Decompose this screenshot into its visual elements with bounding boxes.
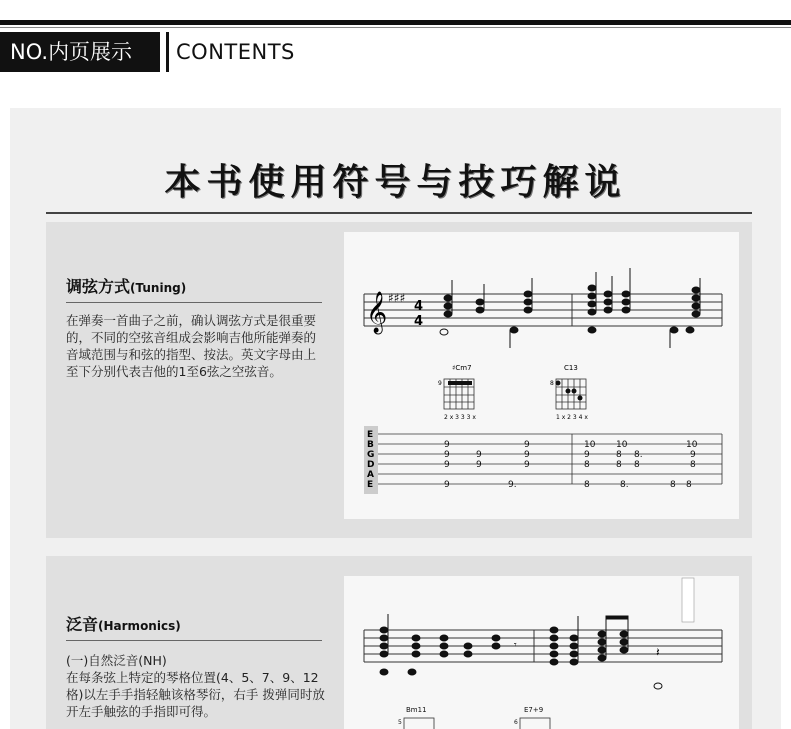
rest-icon: 𝄾 xyxy=(514,640,517,651)
harmonics-title: 泛音 xyxy=(66,615,99,634)
chord-diagram-2 xyxy=(550,364,588,421)
chord-2-name: C13 xyxy=(564,364,578,372)
svg-text:8.: 8. xyxy=(634,450,643,460)
svg-text:8: 8 xyxy=(584,460,590,470)
svg-text:9: 9 xyxy=(524,440,530,450)
chord-2-fingering: 1 x 2 3 4 x xyxy=(556,414,588,421)
badge-separator xyxy=(166,32,169,72)
tuning-section xyxy=(46,222,752,538)
string-label-3: G xyxy=(367,450,375,460)
harmonics-body: (一)自然泛音(NH) 在每条弦上特定的琴格位置(4、5、7、9、12格)以左手手指轻触该格琴衍，右手 拨弹同时放开左手触弦的手指即可得。 xyxy=(66,653,325,719)
svg-text:9: 9 xyxy=(476,450,482,460)
svg-text:8: 8 xyxy=(616,450,622,460)
staff-notes xyxy=(440,268,700,348)
tuning-heading xyxy=(66,274,186,297)
harmonics-score-svg xyxy=(344,576,739,729)
key-signature-icon: ♯♯♯ xyxy=(388,291,406,305)
chord-1-fret: 9 xyxy=(438,380,442,387)
svg-text:9: 9 xyxy=(444,480,450,490)
string-label-2: B xyxy=(367,440,374,450)
svg-text:9.: 9. xyxy=(508,480,517,490)
harmonics-chord-1-fret: 5 xyxy=(398,719,402,726)
svg-text:10: 10 xyxy=(686,440,698,450)
string-label-1: E xyxy=(367,430,374,440)
chord-diagram-1 xyxy=(438,364,476,421)
harmonics-section xyxy=(46,556,752,729)
harmonics-chord-1-name: Bm11 xyxy=(406,706,427,714)
harmonics-notes xyxy=(380,614,662,689)
harmonics-chord-names xyxy=(398,706,543,726)
chord-2-fret: 8 xyxy=(550,380,554,387)
section-badge: NO.内页展示 xyxy=(0,32,160,72)
tuning-title: 调弦方式 xyxy=(66,277,131,296)
svg-text:9: 9 xyxy=(524,450,530,460)
time-sig-bottom: 4 xyxy=(414,314,424,329)
svg-text:8: 8 xyxy=(616,460,622,470)
book-page xyxy=(10,108,781,729)
contents-label: CONTENTS xyxy=(176,40,295,64)
svg-text:8: 8 xyxy=(584,480,590,490)
harmonics-title-en: (Harmonics) xyxy=(98,619,181,633)
svg-text:9: 9 xyxy=(444,440,450,450)
harmonics-chord-grids xyxy=(404,718,550,729)
string-label-6: E xyxy=(367,480,374,490)
harmonics-chord-2-name: E7+9 xyxy=(524,706,544,714)
svg-text:9: 9 xyxy=(444,450,450,460)
chord-1-fingering: 2 x 3 3 3 x xyxy=(444,414,476,421)
svg-text:9: 9 xyxy=(690,450,696,460)
quarter-rest-icon: 𝄽 xyxy=(656,645,660,659)
title-rule xyxy=(46,212,752,214)
string-label-5: A xyxy=(367,470,374,480)
svg-text:9: 9 xyxy=(444,460,450,470)
svg-text:8.: 8. xyxy=(620,480,629,490)
treble-clef-icon: 𝄞 xyxy=(366,292,388,333)
harmonics-chord-stack xyxy=(682,578,694,622)
top-rule-thick xyxy=(0,20,791,25)
svg-text:10: 10 xyxy=(584,440,596,450)
tab-lines xyxy=(378,434,722,484)
svg-text:8: 8 xyxy=(686,480,692,490)
tuning-title-en: (Tuning) xyxy=(130,281,187,295)
harmonics-chord-2-fret: 6 xyxy=(514,719,518,726)
string-label-4: D xyxy=(367,460,375,470)
tab-numbers xyxy=(444,440,698,490)
tuning-rule xyxy=(66,302,322,303)
svg-text:8: 8 xyxy=(634,460,640,470)
tuning-body: 在弹奏一首曲子之前，确认调弦方式是很重要的，不同的空弦音组成会影响吉他所能弹奏的音域范围与和弦的指型、按法。英文字母由上至下分别代表吉他的1至6弦之空弦音。 xyxy=(66,313,317,379)
page-title: 本书使用符号与技巧解说 xyxy=(164,162,627,203)
svg-text:9: 9 xyxy=(584,450,590,460)
time-sig-top: 4 xyxy=(414,299,424,314)
svg-text:9: 9 xyxy=(476,460,482,470)
svg-text:8: 8 xyxy=(670,480,676,490)
chord-1-name: ♯Cm7 xyxy=(452,364,472,372)
harmonics-score xyxy=(344,576,739,729)
tuning-score-svg xyxy=(344,232,739,519)
svg-text:8: 8 xyxy=(690,460,696,470)
harmonics-rule xyxy=(66,640,322,641)
svg-text:9: 9 xyxy=(524,460,530,470)
tuning-score xyxy=(344,232,739,519)
svg-text:10: 10 xyxy=(616,440,628,450)
harmonics-heading xyxy=(66,612,181,635)
top-rule-thin xyxy=(0,27,791,28)
